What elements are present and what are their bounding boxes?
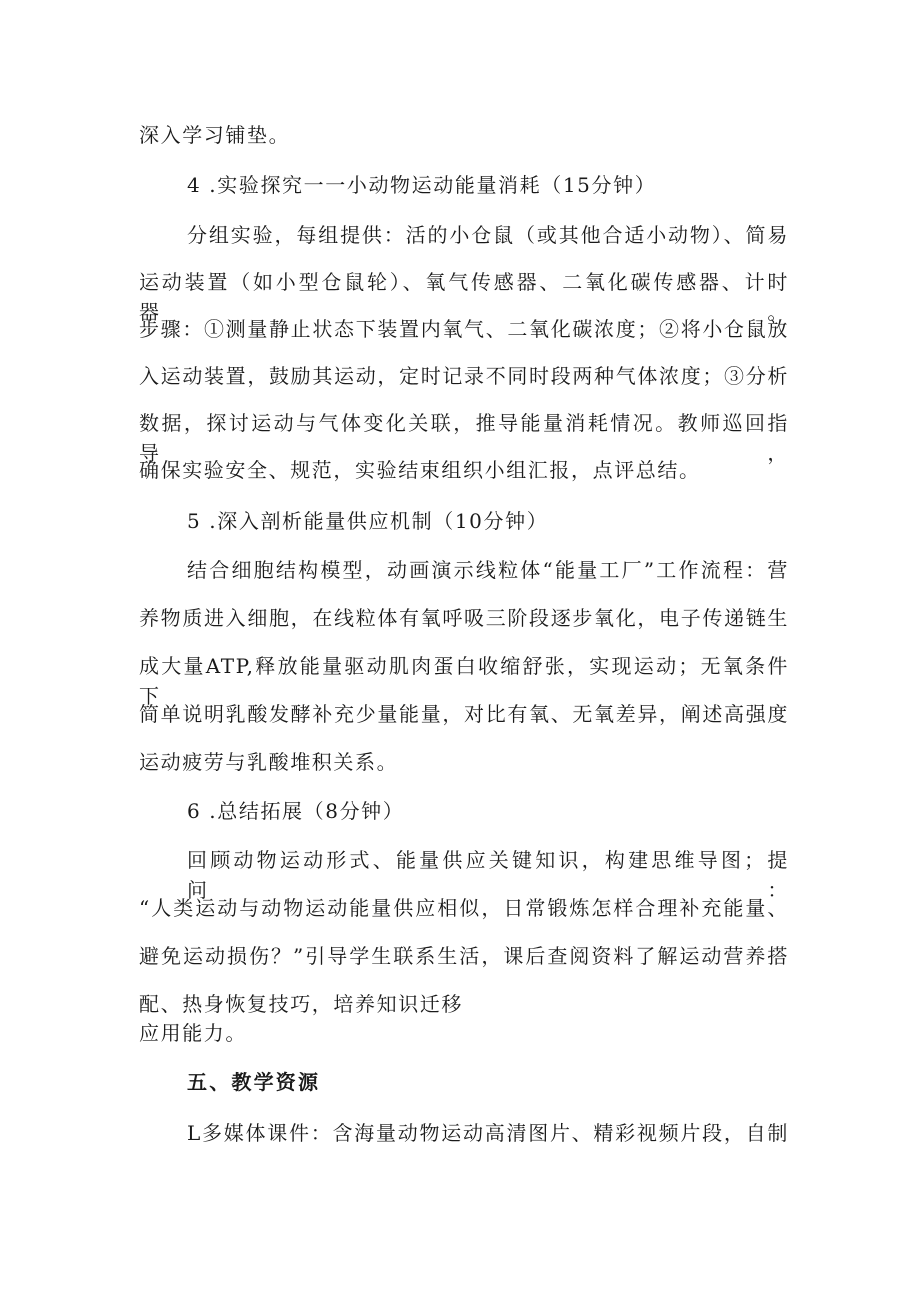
paragraph-line: 回顾动物运动形式、能量供应关键知识，构建思维导图；提问：	[187, 848, 789, 902]
section-heading-4: 4 .实验探究一一小动物运动能量消耗（15分钟）	[187, 173, 657, 197]
section-title-resources: 五、教学资源	[187, 1070, 321, 1094]
paragraph-line: 养物质进入细胞，在线粒体有氧呼吸三阶段逐步氧化，电子传递链生	[139, 606, 789, 630]
paragraph-line: 结合细胞结构模型，动画演示线粒体“能量工厂”工作流程：营	[187, 558, 789, 582]
paragraph-line: 入运动装置，鼓励其运动，定时记录不同时段两种气体浓度；③分析	[139, 364, 789, 388]
section-heading-6: 6 .总结拓展（8分钟）	[187, 799, 405, 823]
paragraph-line: 运动装置（如小型仓鼠轮）、氧气传感器、二氧化碳传感器、计时器。	[139, 270, 789, 324]
paragraph-continuation: 深入学习铺垫。	[139, 123, 291, 147]
paragraph-line: 确保实验安全、规范，实验结束组织小组汇报，点评总结。	[139, 458, 701, 482]
section-heading-5: 5 .深入剖析能量供应机制（10分钟）	[187, 509, 549, 533]
paragraph-line: 简单说明乳酸发酵补充少量能量，对比有氧、无氧差异，阐述高强度	[139, 702, 789, 726]
paragraph-line: L多媒体课件：含海量动物运动高清图片、精彩视频片段，自制	[187, 1121, 789, 1145]
paragraph-line: 步骤：①测量静止状态下装置内氧气、二氧化碳浓度；②将小仓鼠放	[139, 317, 789, 341]
paragraph-line: 配、热身恢复技巧，培养知识迁移	[139, 992, 463, 1016]
paragraph-line: 成大量ATP,释放能量驱动肌肉蛋白收缩舒张，实现运动；无氧条件下	[139, 654, 789, 708]
paragraph-line: 避免运动损伤？”引导学生联系生活，课后查阅资料了解运动营养搭	[139, 944, 789, 968]
paragraph-line: 应用能力。	[139, 1021, 247, 1045]
paragraph-line: “人类运动与动物运动能量供应相似，日常锻炼怎样合理补充能量、	[139, 896, 789, 920]
paragraph-line: 分组实验，每组提供：活的小仓鼠（或其他合适小动物）、简易	[187, 223, 789, 247]
paragraph-line: 数据，探讨运动与气体变化关联，推导能量消耗情况。教师巡回指导，	[139, 411, 789, 465]
paragraph-line: 运动疲劳与乳酸堆积关系。	[139, 750, 399, 774]
